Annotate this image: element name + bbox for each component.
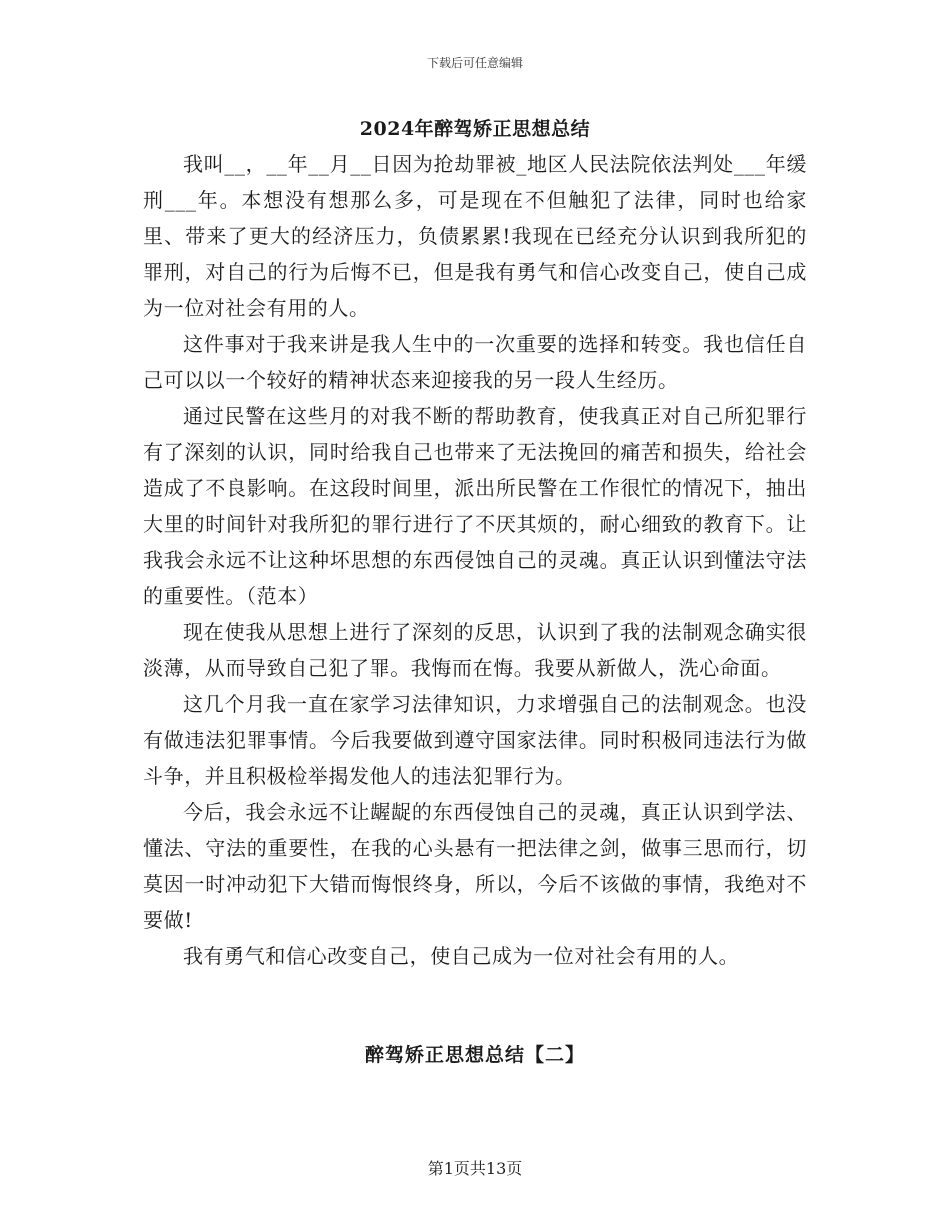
page-number: 第1页共13页 [427, 1159, 523, 1178]
paragraph: 今后，我会永远不让龌龊的东西侵蚀自己的灵魂，真正认识到学法、懂法、守法的重要性，在我的心头悬有一把法律之剑，做事三思而行，切莫因一时冲动犯下大错而悔恨终身，所以，今后不该做的事情，我绝对不要做! [143, 800, 807, 932]
paragraph: 这件事对于我来讲是我人生中的一次重要的选择和转变。我也信任自己可以以一个较好的精神状态来迎接我的另一段人生经历。 [143, 332, 807, 392]
paragraph: 我有勇气和信心改变自己，使自己成为一位对社会有用的人。 [183, 944, 740, 968]
document-body [143, 146, 807, 974]
paragraph: 我叫__，__年__月__日因为抢劫罪被_地区人民法院依法判处___年缓刑___年。本想没有想那么多，可是现在不但触犯了法律，同时也给家里、带来了更大的经济压力，负债累累!我现在已经充分认识到我所犯的罪刑，对自己的行为后悔不已，但是我有勇气和信心改变自己，使自己成为一位对社会有用的人。 [143, 152, 807, 320]
paragraph: 现在使我从思想上进行了深刻的反思，认识到了我的法制观念确实很淡薄，从而导致自己犯了罪。我悔而在悔。我要从新做人，洗心命面。 [143, 620, 807, 680]
header-note: 下载后可任意编辑 [426, 56, 523, 70]
paragraph: 这几个月我一直在家学习法律知识，力求增强自己的法制观念。也没有做违法犯罪事情。今后我要做到遵守国家法律。同时积极同违法行为做斗争，并且积极检举揭发他人的违法犯罪行为。 [143, 692, 807, 788]
paragraph: 通过民警在这些月的对我不断的帮助教育，使我真正对自己所犯罪行有了深刻的认识，同时给我自己也带来了无法挽回的痛苦和损失，给社会造成了不良影响。在这段时间里，派出所民警在工作很忙的情况下，抽出大里的时间针对我所犯的罪行进行了不厌其烦的，耐心细致的教育下。让我我会永远不让这种坏思想的东西侵蚀自己的灵魂。真正认识到懂法守法的重要性。（范本） [143, 404, 807, 608]
document-title: 2024年醉驾矫正思想总结 [359, 118, 591, 140]
section-title: 醉驾矫正思想总结【二】 [364, 1044, 585, 1066]
